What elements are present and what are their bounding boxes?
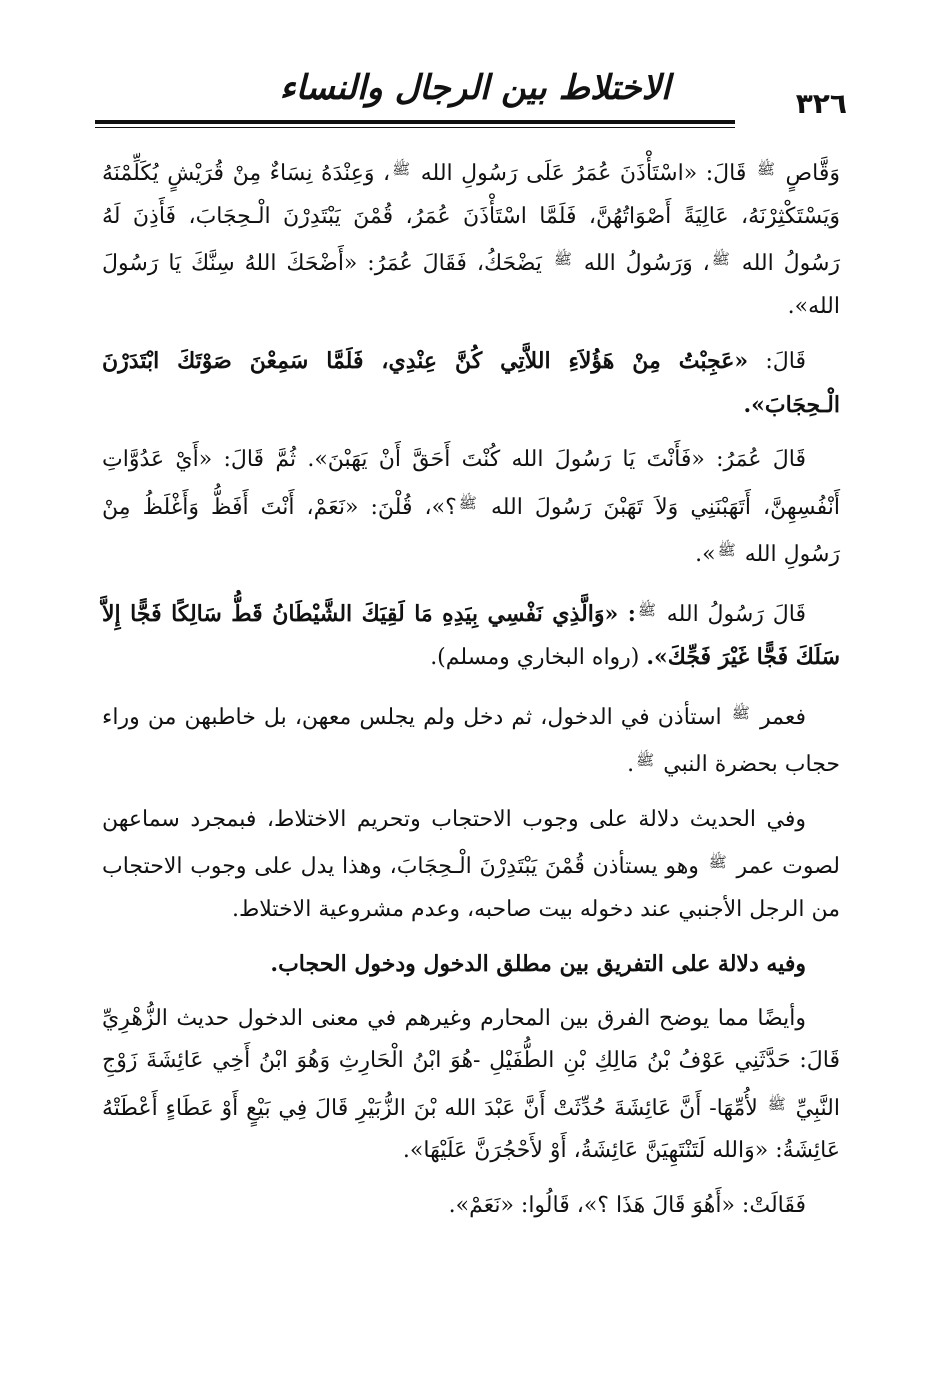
salla-allah-symbol: ﷺ <box>717 541 736 559</box>
text-span: يَضْحَكُ، فَقَالَ عُمَرُ: «أَضْحَكَ اللهُ سِنَّكَ يَا رَسُولَ الله». <box>102 251 840 319</box>
salla-allah-symbol: ﷺ <box>458 493 477 512</box>
text-span: ». <box>695 542 716 567</box>
paragraph-aisha-reply <box>102 1185 840 1228</box>
salla-allah-symbol: ﷺ <box>553 250 572 268</box>
salla-allah-symbol: ﷺ <box>636 751 655 769</box>
text-span: فَقَالَتْ: «أَهُوَ قَالَ هَذَا ؟»، قَالُوا: «نَعَمْ». <box>448 1192 806 1218</box>
salla-allah-symbol: ﷺ <box>392 160 411 178</box>
radiya-allah-anhu-symbol: ﷺ <box>731 703 750 722</box>
text-span: قَالَ عُمَرُ: «فَأَنْتَ يَا رَسُولَ الله كُنْتَ أَحَقَّ أَنْ يَهَبْنَ». ثُمَّ قَالَ: «أَيْ عَدُوَّاتِ أَنْفُسِهِنَّ، أَتَهَبْنَنِي وَلاَ تَهَبْنَ رَسُولَ الله <box>102 447 840 520</box>
text-span: قَالَ: <box>765 349 806 374</box>
text-span: ، وَرَسُولُ الله <box>583 251 710 276</box>
paragraph-distinction <box>102 943 840 986</box>
radiya-allah-anhu-symbol: ﷺ <box>756 160 775 178</box>
text-span: ، وَعِنْدَهُ نِسَاءٌ مِنْ قُرَيْشٍ يُكَلِّمْنَهُ وَيَسْتَكْثِرْنَهُ، عَالِيَةً أَصْوَاتُهُنَّ، فَلَمَّا اسْتَأْذَنَ عُمَرُ، قُمْنَ يَبْتَدِرْنَ الْـحِجَابَ، فَأَذِنَ لَهُ رَسُولُ الله <box>102 161 840 276</box>
header-rule-thin <box>95 127 735 128</box>
text-span: وأيضًا مما يوضح الفرق بين المحارم وغيرهم في معنى الدخول حديث الزُّهْرِيِّ قَالَ: حَدَّثَنِي عَوْفُ بْنُ مَالِكِ بْنِ الطُّفَيْلِ -هُوَ ابْنُ الْحَارِثِ وَهُوَ ابْنُ أَخِي عَائِشَةَ زَوْجِ النَّبِيِّ <box>102 1005 840 1121</box>
salla-allah-symbol: ﷺ <box>711 250 730 268</box>
text-span: لأُمِّهَا- أَنَّ عَائِشَةَ حُدِّثَتْ أَنَّ عَبْدَ الله بْنَ الزُّبَيْرِ قَالَ فِي بَيْعٍ أَوْ عَطَاءٍ أَعْطَتْهُ عَائِشَةُ: «وَالله لَتَنْتَهِيَنَّ عَائِشَةُ، أَوْ لأَحْجُرَنَّ عَلَيْهَا». <box>102 1095 840 1163</box>
paragraph-shaytan-saying <box>102 589 840 680</box>
text-span: قَالَ رَسُولُ الله <box>666 601 806 627</box>
hadith-quote: : «وَالَّذِي نَفْسِي بِيَدِهِ مَا لَقِيَكَ الشَّيْطَانُ قَطُّ سَالِكًا فَجًّا إِلاَّ سَلَكَ فَجًّا غَيْرَ فَجِّكَ». <box>102 600 840 670</box>
paragraph-commentary-umar <box>102 692 840 787</box>
salla-allah-symbol: ﷺ <box>637 600 656 619</box>
body-text <box>102 148 840 1239</box>
text-span: فعمر <box>760 704 806 730</box>
running-title: الاختلاط بين الرجال والنساء <box>279 68 671 108</box>
text-span: . <box>627 752 635 777</box>
radiya-allah-anhu-symbol: ﷺ <box>708 853 727 871</box>
text-span: وَقَّاصٍ <box>785 161 840 186</box>
text-span: استأذن في الدخول، ثم دخل ولم يجلس معهن، بل خاطبهن من وراء حجاب بحضرة النبي <box>102 704 840 777</box>
text-span: قَالَ: «اسْتَأْذَنَ عُمَرُ عَلَى رَسُولِ الله <box>420 161 747 186</box>
text-span: وفي الحديث دلالة على وجوب الاحتجاب وتحريم الاختلاط، فبمجرد سماعهن لصوت عمر <box>102 806 840 879</box>
paragraph-hadith-intro <box>102 148 840 328</box>
paragraph-evidence-hijab <box>102 799 840 932</box>
page-number: ٣٢٦ <box>795 87 847 120</box>
text-span: ؟»، قُلْنَ: «نَعَمْ، أَنْتَ أَفَظُّ وَأَغْلَظُ مِنْ رَسُولِ الله <box>102 494 840 567</box>
source-citation: (رواه البخاري ومسلم). <box>430 645 640 670</box>
paragraph-zuhri-hadith <box>102 998 840 1173</box>
paragraph-prophet-saying <box>102 340 840 427</box>
page-header <box>95 62 847 132</box>
header-rule-thick <box>95 120 735 124</box>
text-span: وهو يستأذن قُمْنَ يَبْتَدِرْنَ الْـحِجَابَ، وهذا يدل على وجوب الاحتجاب من الرجل الأجنبي عند دخوله بيت صاحبه، وعدم مشروعية الاختلاط. <box>102 854 840 922</box>
salla-allah-symbol: ﷺ <box>767 1094 786 1113</box>
hadith-quote: «عَجِبْتُ مِنْ هَؤُلاَءِ اللاَّتِي كُنَّ عِنْدِي، فَلَمَّا سَمِعْنَ صَوْتَكَ ابْتَدَرْنَ الْـحِجَابَ». <box>102 348 840 418</box>
paragraph-umar-saying <box>102 439 840 577</box>
text-span: وفيه دلالة على التفريق بين مطلق الدخول ودخول الحجاب. <box>270 951 806 977</box>
